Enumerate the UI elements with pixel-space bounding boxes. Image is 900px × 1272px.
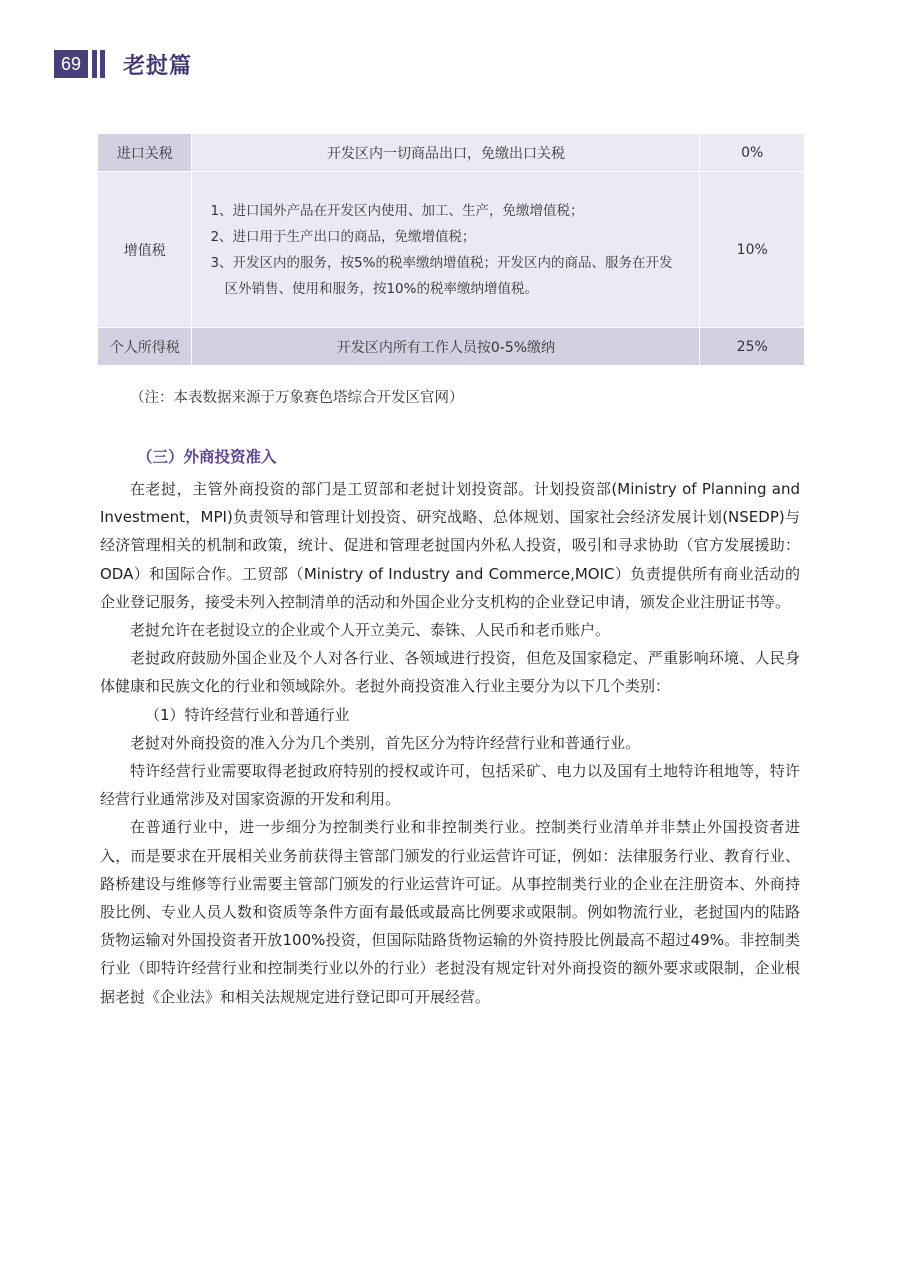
body-text	[100, 475, 800, 1011]
tax-rate-cell: 10%	[700, 172, 805, 328]
tax-description-cell	[192, 172, 700, 328]
list-item: 1、进口国外产品在开发区内使用、加工、生产，免缴增值税；	[210, 202, 584, 219]
section-heading: （三）外商投资准入	[137, 448, 277, 466]
tax-table	[97, 133, 805, 366]
header-bar-decoration	[92, 50, 97, 78]
header-bar-decoration	[100, 50, 105, 78]
paragraph: 特许经营行业需要取得老挝政府特别的授权或许可，包括采矿、电力以及国有土地特许租地等，特许经营行业通常涉及对国家资源的开发和利用。	[100, 762, 800, 809]
list-item: 3、开发区内的服务，按5%的税率缴纳增值税；开发区内的商品、服务在开发	[210, 254, 673, 271]
tax-rate-cell: 0%	[700, 134, 805, 172]
tax-name-cell: 进口关税	[98, 134, 192, 172]
tax-description-cell: 开发区内一切商品出口，免缴出口关税	[192, 134, 700, 172]
paragraph: 老挝政府鼓励外国企业及个人对各行业、各领域进行投资，但危及国家稳定、严重影响环境、人民身体健康和民族文化的行业和领域除外。老挝外商投资准入行业主要分为以下几个类别：	[100, 649, 800, 696]
page-number: 69	[54, 50, 88, 78]
list-item: 区外销售、使用和服务，按10%的税率缴纳增值税。	[224, 280, 538, 297]
paragraph: 在老挝，主管外商投资的部门是工贸部和老挝计划投资部。计划投资部(Ministry of Planning and Investment，MPI)负责领导和管理计划投资、研究战略、总体规划、国家社会经济发展计划(NSEDP)与经济管理相关的机制和政策，统计、促进和管理老挝国内外私人投资，吸引和寻求协助（官方发展援助：ODA）和国际合作。工贸部（Ministry of Industry and Commerce,MOIC）负责提供所有商业活动的企业登记服务，接受未列入控制清单的活动和外国企业分支机构的企业登记申请，颁发企业注册证书等。	[100, 480, 800, 611]
subheading: （1）特许经营行业和普通行业	[145, 705, 350, 724]
table-row	[98, 328, 805, 366]
tax-rate-cell: 25%	[700, 328, 805, 366]
tax-description-cell: 开发区内所有工作人员按0-5%缴纳	[192, 328, 700, 366]
chapter-title: 老挝篇	[123, 53, 193, 79]
table-source-note: （注：本表数据来源于万象赛色塔综合开发区官网）	[130, 390, 464, 406]
vat-item-list	[192, 190, 699, 310]
list-item: 2、进口用于生产出口的商品，免缴增值税；	[210, 228, 476, 245]
paragraph: 在普通行业中，进一步细分为控制类行业和非控制类行业。控制类行业清单并非禁止外国投资者进入，而是要求在开展相关业务前获得主管部门颁发的行业运营许可证，例如：法律服务行业、教育行业、路桥建设与维修等行业需要主管部门颁发的行业运营许可证。从事控制类行业的企业在注册资本、外商持股比例、专业人员人数和资质等条件方面有最低或最高比例要求或限制。例如物流行业，老挝国内的陆路货物运输对外国投资者开放100%投资，但国际陆路货物运输的外资持股比例最高不超过49%。非控制类行业（即特许经营行业和控制类行业以外的行业）老挝没有规定针对外商投资的额外要求或限制，企业根据老挝《企业法》和相关法规规定进行登记即可开展经营。	[100, 818, 800, 1006]
table-row	[98, 172, 805, 328]
tax-name-cell: 个人所得税	[98, 328, 192, 366]
tax-name-cell: 增值税	[98, 172, 192, 328]
table-row	[98, 134, 805, 172]
page-header	[54, 50, 192, 78]
paragraph: 老挝允许在老挝设立的企业或个人开立美元、泰铢、人民币和老币账户。	[130, 621, 611, 640]
paragraph: 老挝对外商投资的准入分为几个类别，首先区分为特许经营行业和普通行业。	[130, 733, 641, 752]
